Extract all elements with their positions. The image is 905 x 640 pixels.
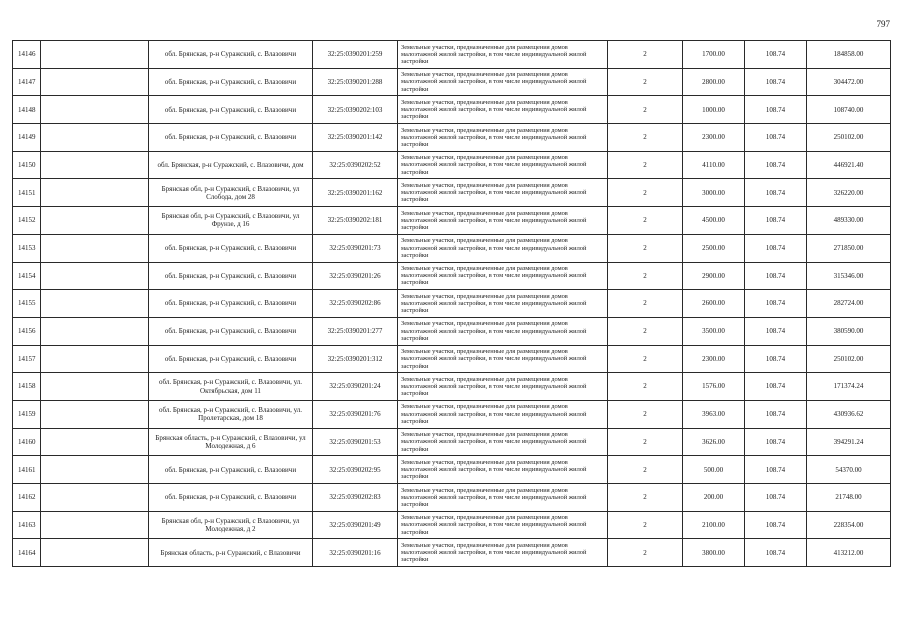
table-row — [13, 207, 891, 235]
table-row — [13, 456, 891, 484]
category-cell: 2 — [608, 96, 683, 124]
row-number-cell: 14154 — [13, 262, 41, 290]
land-use-cell: Земельные участки, предназначенные для размещения домов малоэтажной жилой застройки, в том числе индивидуальной жилой застройки — [398, 456, 608, 484]
cadastral-number-cell: 32:25:0390201:277 — [313, 317, 398, 345]
address-cell: обл. Брянская, р-н Суражский, с. Влазовичи — [149, 234, 313, 262]
area-cell: 2300.00 — [683, 345, 745, 373]
specific-value-cell: 108.74 — [745, 151, 807, 179]
land-use-cell: Земельные участки, предназначенные для размещения домов малоэтажной жилой застройки, в том числе индивидуальной жилой застройки — [398, 41, 608, 69]
cadastral-number-cell: 32:25:0390202:95 — [313, 456, 398, 484]
blank-cell — [41, 428, 149, 456]
cadastral-number-cell: 32:25:0390201:142 — [313, 124, 398, 152]
category-cell: 2 — [608, 511, 683, 539]
cadastral-number-cell: 32:25:0390201:26 — [313, 262, 398, 290]
blank-cell — [41, 373, 149, 401]
category-cell: 2 — [608, 484, 683, 512]
land-use-cell: Земельные участки, предназначенные для размещения домов малоэтажной жилой застройки, в том числе индивидуальной жилой застройки — [398, 96, 608, 124]
address-cell: Брянская область, р-н Суражский, с Влазовичи, ул Молодежная, д 6 — [149, 428, 313, 456]
cadastral-value-cell: 413212.00 — [807, 539, 891, 567]
blank-cell — [41, 345, 149, 373]
area-cell: 2900.00 — [683, 262, 745, 290]
cadastral-number-cell: 32:25:0390201:24 — [313, 373, 398, 401]
land-use-cell: Земельные участки, предназначенные для размещения домов малоэтажной жилой застройки, в том числе индивидуальной жилой застройки — [398, 179, 608, 207]
land-use-cell: Земельные участки, предназначенные для размещения домов малоэтажной жилой застройки, в том числе индивидуальной жилой застройки — [398, 68, 608, 96]
area-cell: 4110.00 — [683, 151, 745, 179]
specific-value-cell: 108.74 — [745, 484, 807, 512]
blank-cell — [41, 68, 149, 96]
specific-value-cell: 108.74 — [745, 207, 807, 235]
cadastral-value-cell: 250102.00 — [807, 345, 891, 373]
cadastral-value-cell: 184858.00 — [807, 41, 891, 69]
category-cell: 2 — [608, 207, 683, 235]
blank-cell — [41, 539, 149, 567]
blank-cell — [41, 234, 149, 262]
blank-cell — [41, 400, 149, 428]
address-cell: обл. Брянская, р-н Суражский, с. Влазовичи — [149, 41, 313, 69]
area-cell: 2800.00 — [683, 68, 745, 96]
area-cell: 3800.00 — [683, 539, 745, 567]
cadastral-number-cell: 32:25:0390201:73 — [313, 234, 398, 262]
cadastral-number-cell: 32:25:0390201:53 — [313, 428, 398, 456]
area-cell: 3963.00 — [683, 400, 745, 428]
cadastral-value-cell: 430936.62 — [807, 400, 891, 428]
cadastral-value-cell: 446921.40 — [807, 151, 891, 179]
cadastral-value-cell: 282724.00 — [807, 290, 891, 318]
row-number-cell: 14153 — [13, 234, 41, 262]
row-number-cell: 14159 — [13, 400, 41, 428]
address-cell: обл. Брянская, р-н Суражский, с. Влазовичи — [149, 345, 313, 373]
table-row — [13, 124, 891, 152]
row-number-cell: 14151 — [13, 179, 41, 207]
row-number-cell: 14162 — [13, 484, 41, 512]
blank-cell — [41, 41, 149, 69]
specific-value-cell: 108.74 — [745, 290, 807, 318]
area-cell: 1700.00 — [683, 41, 745, 69]
land-use-cell: Земельные участки, предназначенные для размещения домов малоэтажной жилой застройки, в том числе индивидуальной жилой застройки — [398, 539, 608, 567]
area-cell: 3500.00 — [683, 317, 745, 345]
specific-value-cell: 108.74 — [745, 124, 807, 152]
blank-cell — [41, 151, 149, 179]
cadastral-value-cell: 21748.00 — [807, 484, 891, 512]
table-row — [13, 511, 891, 539]
category-cell: 2 — [608, 234, 683, 262]
land-use-cell: Земельные участки, предназначенные для размещения домов малоэтажной жилой застройки, в том числе индивидуальной жилой застройки — [398, 234, 608, 262]
row-number-cell: 14155 — [13, 290, 41, 318]
category-cell: 2 — [608, 41, 683, 69]
area-cell: 3626.00 — [683, 428, 745, 456]
blank-cell — [41, 179, 149, 207]
table-row — [13, 68, 891, 96]
row-number-cell: 14156 — [13, 317, 41, 345]
category-cell: 2 — [608, 373, 683, 401]
area-cell: 2100.00 — [683, 511, 745, 539]
cadastral-value-cell: 304472.00 — [807, 68, 891, 96]
area-cell: 1000.00 — [683, 96, 745, 124]
address-cell: обл. Брянская, р-н Суражский, с. Влазовичи, ул. Октябрьская, дом 11 — [149, 373, 313, 401]
area-cell: 3000.00 — [683, 179, 745, 207]
table-row — [13, 290, 891, 318]
area-cell: 4500.00 — [683, 207, 745, 235]
cadastral-number-cell: 32:25:0390202:103 — [313, 96, 398, 124]
category-cell: 2 — [608, 124, 683, 152]
address-cell: Брянская обл, р-н Суражский, с Влазовичи, ул Молодежная, д 2 — [149, 511, 313, 539]
specific-value-cell: 108.74 — [745, 539, 807, 567]
address-cell: обл. Брянская, р-н Суражский, с. Влазовичи — [149, 456, 313, 484]
cadastral-value-cell: 108740.00 — [807, 96, 891, 124]
land-use-cell: Земельные участки, предназначенные для размещения домов малоэтажной жилой застройки, в том числе индивидуальной жилой застройки — [398, 345, 608, 373]
category-cell: 2 — [608, 179, 683, 207]
cadastral-value-cell: 171374.24 — [807, 373, 891, 401]
table-row — [13, 317, 891, 345]
cadastral-number-cell: 32:25:0390201:16 — [313, 539, 398, 567]
land-use-cell: Земельные участки, предназначенные для размещения домов малоэтажной жилой застройки, в том числе индивидуальной жилой застройки — [398, 373, 608, 401]
cadastral-value-cell: 326220.00 — [807, 179, 891, 207]
specific-value-cell: 108.74 — [745, 262, 807, 290]
area-cell: 2300.00 — [683, 124, 745, 152]
table-row — [13, 151, 891, 179]
specific-value-cell: 108.74 — [745, 511, 807, 539]
cadastral-number-cell: 32:25:0390202:83 — [313, 484, 398, 512]
area-cell: 500.00 — [683, 456, 745, 484]
address-cell: обл. Брянская, р-н Суражский, с. Влазовичи — [149, 317, 313, 345]
table-body — [13, 41, 891, 567]
category-cell: 2 — [608, 262, 683, 290]
area-cell: 2600.00 — [683, 290, 745, 318]
blank-cell — [41, 262, 149, 290]
category-cell: 2 — [608, 68, 683, 96]
table-row — [13, 484, 891, 512]
address-cell: обл. Брянская, р-н Суражский, с. Влазовичи — [149, 124, 313, 152]
row-number-cell: 14157 — [13, 345, 41, 373]
cadastral-number-cell: 32:25:0390201:162 — [313, 179, 398, 207]
land-use-cell: Земельные участки, предназначенные для размещения домов малоэтажной жилой застройки, в том числе индивидуальной жилой застройки — [398, 207, 608, 235]
land-use-cell: Земельные участки, предназначенные для размещения домов малоэтажной жилой застройки, в том числе индивидуальной жилой застройки — [398, 400, 608, 428]
table-row — [13, 400, 891, 428]
row-number-cell: 14161 — [13, 456, 41, 484]
cadastral-value-cell: 315346.00 — [807, 262, 891, 290]
category-cell: 2 — [608, 539, 683, 567]
table-row — [13, 539, 891, 567]
row-number-cell: 14158 — [13, 373, 41, 401]
land-use-cell: Земельные участки, предназначенные для размещения домов малоэтажной жилой застройки, в том числе индивидуальной жилой застройки — [398, 511, 608, 539]
specific-value-cell: 108.74 — [745, 400, 807, 428]
row-number-cell: 14147 — [13, 68, 41, 96]
specific-value-cell: 108.74 — [745, 456, 807, 484]
table-row — [13, 345, 891, 373]
cadastral-number-cell: 32:25:0390202:52 — [313, 151, 398, 179]
row-number-cell: 14163 — [13, 511, 41, 539]
table-row — [13, 428, 891, 456]
address-cell: Брянская область, р-н Суражский, с Влазовичи — [149, 539, 313, 567]
category-cell: 2 — [608, 400, 683, 428]
blank-cell — [41, 96, 149, 124]
land-use-cell: Земельные участки, предназначенные для размещения домов малоэтажной жилой застройки, в том числе индивидуальной жилой застройки — [398, 262, 608, 290]
blank-cell — [41, 290, 149, 318]
cadastral-number-cell: 32:25:0390201:76 — [313, 400, 398, 428]
table-row — [13, 41, 891, 69]
blank-cell — [41, 317, 149, 345]
blank-cell — [41, 124, 149, 152]
cadastral-value-table — [12, 40, 891, 567]
category-cell: 2 — [608, 345, 683, 373]
specific-value-cell: 108.74 — [745, 96, 807, 124]
address-cell: Брянская обл, р-н Суражский, с Влазовичи, ул Слобода, дом 28 — [149, 179, 313, 207]
cadastral-number-cell: 32:25:0390201:312 — [313, 345, 398, 373]
specific-value-cell: 108.74 — [745, 373, 807, 401]
address-cell: обл. Брянская, р-н Суражский, с. Влазовичи — [149, 484, 313, 512]
specific-value-cell: 108.74 — [745, 234, 807, 262]
address-cell: обл. Брянская, р-н Суражский, с. Влазовичи — [149, 96, 313, 124]
table-row — [13, 262, 891, 290]
address-cell: Брянская обл, р-н Суражский, с Влазовичи, ул Фрунзе, д 16 — [149, 207, 313, 235]
cadastral-number-cell: 32:25:0390202:181 — [313, 207, 398, 235]
address-cell: обл. Брянская, р-н Суражский, с. Влазовичи — [149, 262, 313, 290]
page-number: 797 — [876, 19, 890, 29]
cadastral-number-cell: 32:25:0390201:288 — [313, 68, 398, 96]
land-use-cell: Земельные участки, предназначенные для размещения домов малоэтажной жилой застройки, в том числе индивидуальной жилой застройки — [398, 317, 608, 345]
cadastral-value-cell: 394291.24 — [807, 428, 891, 456]
cadastral-value-cell: 489330.00 — [807, 207, 891, 235]
specific-value-cell: 108.74 — [745, 317, 807, 345]
cadastral-number-cell: 32:25:0390202:86 — [313, 290, 398, 318]
land-use-cell: Земельные участки, предназначенные для размещения домов малоэтажной жилой застройки, в том числе индивидуальной жилой застройки — [398, 124, 608, 152]
row-number-cell: 14146 — [13, 41, 41, 69]
land-use-cell: Земельные участки, предназначенные для размещения домов малоэтажной жилой застройки, в том числе индивидуальной жилой застройки — [398, 428, 608, 456]
cadastral-number-cell: 32:25:0390201:49 — [313, 511, 398, 539]
category-cell: 2 — [608, 456, 683, 484]
cadastral-value-cell: 228354.00 — [807, 511, 891, 539]
area-cell: 200.00 — [683, 484, 745, 512]
specific-value-cell: 108.74 — [745, 345, 807, 373]
cadastral-value-cell: 54370.00 — [807, 456, 891, 484]
land-use-cell: Земельные участки, предназначенные для размещения домов малоэтажной жилой застройки, в том числе индивидуальной жилой застройки — [398, 484, 608, 512]
row-number-cell: 14148 — [13, 96, 41, 124]
address-cell: обл. Брянская, р-н Суражский, с. Влазовичи, дом — [149, 151, 313, 179]
row-number-cell: 14150 — [13, 151, 41, 179]
category-cell: 2 — [608, 290, 683, 318]
cadastral-value-cell: 271850.00 — [807, 234, 891, 262]
specific-value-cell: 108.74 — [745, 68, 807, 96]
specific-value-cell: 108.74 — [745, 179, 807, 207]
cadastral-value-cell: 250102.00 — [807, 124, 891, 152]
land-use-cell: Земельные участки, предназначенные для размещения домов малоэтажной жилой застройки, в том числе индивидуальной жилой застройки — [398, 151, 608, 179]
blank-cell — [41, 484, 149, 512]
land-use-cell: Земельные участки, предназначенные для размещения домов малоэтажной жилой застройки, в том числе индивидуальной жилой застройки — [398, 290, 608, 318]
table-row — [13, 179, 891, 207]
category-cell: 2 — [608, 151, 683, 179]
area-cell: 1576.00 — [683, 373, 745, 401]
table-row — [13, 96, 891, 124]
address-cell: обл. Брянская, р-н Суражский, с. Влазовичи — [149, 290, 313, 318]
cadastral-value-cell: 380590.00 — [807, 317, 891, 345]
row-number-cell: 14149 — [13, 124, 41, 152]
cadastral-number-cell: 32:25:0390201:259 — [313, 41, 398, 69]
specific-value-cell: 108.74 — [745, 41, 807, 69]
row-number-cell: 14160 — [13, 428, 41, 456]
blank-cell — [41, 207, 149, 235]
specific-value-cell: 108.74 — [745, 428, 807, 456]
area-cell: 2500.00 — [683, 234, 745, 262]
row-number-cell: 14152 — [13, 207, 41, 235]
address-cell: обл. Брянская, р-н Суражский, с. Влазовичи, ул. Пролетарская, дом 18 — [149, 400, 313, 428]
table-row — [13, 373, 891, 401]
blank-cell — [41, 456, 149, 484]
address-cell: обл. Брянская, р-н Суражский, с. Влазовичи — [149, 68, 313, 96]
table-row — [13, 234, 891, 262]
row-number-cell: 14164 — [13, 539, 41, 567]
category-cell: 2 — [608, 428, 683, 456]
blank-cell — [41, 511, 149, 539]
category-cell: 2 — [608, 317, 683, 345]
